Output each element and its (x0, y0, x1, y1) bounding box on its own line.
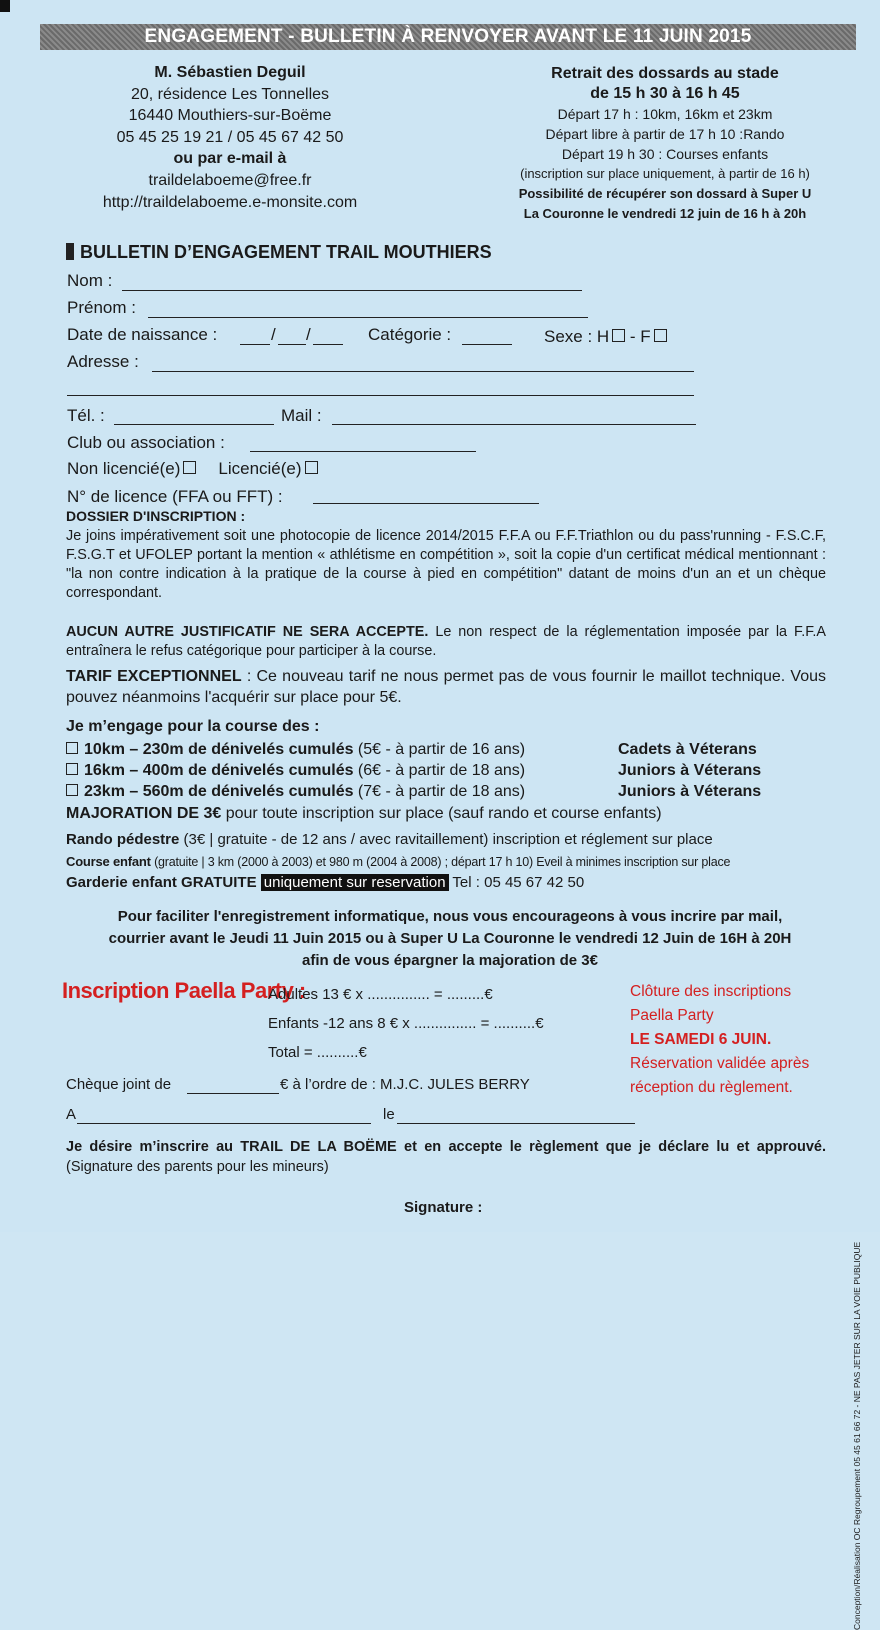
non-licencie-checkbox[interactable] (183, 461, 196, 474)
lieu-label: A (66, 1106, 77, 1123)
course-23km-name: 23km – 560m de dénivelés cumulés (84, 783, 354, 800)
tel-field[interactable] (114, 424, 274, 425)
dob-label: Date de naissance : (67, 325, 218, 344)
cheque-suffix: € à l’ordre de : M.J.C. JULES BERRY (280, 1076, 530, 1093)
dob-sep2: / (306, 325, 311, 344)
course-16km-checkbox[interactable] (66, 763, 78, 775)
dossier-text: Je joins impérativement soit une photocopie de licence 2014/2015 F.F.A ou F.F.Triathlon ou du pass'running - F.S.C.F, F.S.G.T et UFOLEP portant la mention « athlétisme en compétition », soit la copie d'un certificat médical mentionnant : "la non contre indication à la pratique de la course à pied en compétition" datant de moins d'un an et un chèque correspondant. (66, 528, 826, 601)
course-16km-name: 16km – 400m de dénivelés cumulés (84, 762, 354, 779)
retrait-block (470, 64, 860, 224)
tarif-text: : Ce nouveau tarif ne nous permet pas de vous fournir le maillot technique. Vous pouvez néanmoins l'acquérir sur place pour 5€. (66, 668, 827, 706)
contact-address2: 16440 Mouthiers-sur-Boëme (128, 107, 332, 125)
courses-intro: Je m’engage pour la course des : (66, 718, 320, 735)
retrait-line6: La Couronne le vendredi 12 juin de 16 h à 20h (523, 206, 807, 221)
adresse-field-2[interactable] (67, 395, 694, 396)
garderie-line (66, 874, 584, 891)
nom-label: Nom : (67, 271, 113, 290)
header-banner: ENGAGEMENT - BULLETIN À RENVOYER AVANT LE 11 JUIN 2015 (40, 24, 856, 50)
tel-label: Tél. : (67, 406, 105, 425)
cloture-line1: Clôture des inscriptions (630, 983, 792, 1000)
course-option-10km[interactable] (66, 741, 757, 759)
cloture-line4: Réservation validée après (630, 1055, 810, 1072)
contact-phones: 05 45 25 19 21 / 05 45 67 42 50 (116, 128, 344, 146)
course-10km-name: 10km – 230m de dénivelés cumulés (84, 741, 354, 758)
contact-website: http://traildelaboeme.e-monsite.com (102, 193, 358, 211)
cloture-line3: LE SAMEDI 6 JUIN. (630, 1031, 772, 1048)
tarif-paragraph (66, 666, 826, 708)
date-label: le (383, 1106, 395, 1123)
retrait-line5: Possibilité de récupérer son dossard à Super U (518, 186, 812, 201)
garderie-highlight: uniquement sur reservation (261, 874, 449, 891)
licencie-checkbox[interactable] (305, 461, 318, 474)
course-10km-cat: Cadets à Véterans (618, 741, 757, 758)
majoration-bold: MAJORATION DE 3€ (66, 805, 222, 822)
adresse-label: Adresse : (67, 352, 139, 371)
licence-label: N° de licence (FFA ou FFT) : (67, 487, 283, 506)
non-licencie-label: Non licencié(e) (67, 459, 181, 478)
aucun-text: Le non respect de la réglementation imposée par la F.F.A entraînera le refus catégorique pour participer à la course. (66, 624, 826, 659)
course-23km-price: (7€ - à partir de 18 ans) (353, 783, 526, 800)
enfant-line (66, 854, 730, 869)
retrait-line2: Départ libre à partir de 17 h 10 :Rando (545, 126, 785, 142)
contact-or-email: ou par e-mail à (173, 150, 287, 168)
cloture-line5: réception du règlement. (630, 1079, 793, 1096)
closing-text: (Signature des parents pour les mineurs) (66, 1159, 329, 1175)
closing-paragraph (66, 1137, 826, 1177)
licence-status-row (67, 459, 318, 479)
sexe-f-checkbox[interactable] (654, 329, 667, 342)
enfant-text: (gratuite | 3 km (2000 à 2003) et 980 m (2004 à 2008) ; départ 17 h 10) Eveil à minimes inscription sur place (150, 855, 731, 869)
adresse-field-1[interactable] (152, 371, 694, 372)
retrait-line1: Départ 17 h : 10km, 16km et 23km (557, 106, 773, 122)
garderie-tel: Tel : 05 45 67 42 50 (448, 874, 585, 891)
rando-text: (3€ | gratuite - de 12 ans / avec ravitaillement) inscription et réglement sur place (179, 831, 713, 848)
licence-field[interactable] (313, 503, 539, 504)
paella-total[interactable]: Total = ..........€ (268, 1044, 367, 1061)
dob-sep1: / (271, 325, 276, 344)
course-16km-cat: Juniors à Véterans (618, 762, 762, 779)
course-option-23km[interactable] (66, 783, 762, 801)
majoration-text: pour toute inscription sur place (sauf rando et course enfants) (221, 805, 662, 822)
dossier-title: DOSSIER D'INSCRIPTION : (66, 508, 246, 524)
cheque-label: Chèque joint de (66, 1076, 172, 1093)
categorie-field[interactable] (462, 344, 512, 345)
cheque-amount-field[interactable] (187, 1093, 279, 1094)
dob-year-field[interactable] (313, 344, 343, 345)
dob-month-field[interactable] (278, 344, 306, 345)
encourage-line2: courrier avant le Jeudi 11 Juin 2015 ou à Super U La Couronne le vendredi 12 Juin de 16H à 20H (108, 930, 792, 947)
rando-line (66, 831, 713, 848)
sexe-f-label: - F (625, 327, 651, 346)
course-23km-cat: Juniors à Véterans (618, 783, 762, 800)
contact-email: traildelaboeme@free.fr (148, 171, 312, 189)
course-23km-checkbox[interactable] (66, 784, 78, 796)
credit-text: Conception/Réalisation OC Regroupement 05 45 61 66 72 - NE PAS JETER SUR LA VOIE PUBLIQUE (852, 1241, 862, 1630)
course-option-16km[interactable] (66, 762, 762, 780)
contact-address1: 20, résidence Les Tonnelles (130, 85, 330, 103)
retrait-title2: de 15 h 30 à 16 h 45 (590, 85, 740, 102)
credit-vertical (852, 800, 866, 1630)
form-title-text: BULLETIN D’ENGAGEMENT TRAIL MOUTHIERS (80, 242, 492, 262)
course-16km-price: (6€ - à partir de 18 ans) (353, 762, 526, 779)
enfant-bold: Course enfant (66, 854, 151, 869)
square-bullet-icon (66, 243, 74, 260)
signature-label: Signature : (404, 1199, 483, 1216)
paella-enfants[interactable]: Enfants -12 ans 8 € x ............... = ..........€ (268, 1015, 544, 1032)
cloture-block (630, 980, 850, 1100)
retrait-title1: Retrait des dossards au stade (551, 65, 779, 82)
aucun-bold: AUCUN AUTRE JUSTIFICATIF NE SERA ACCEPTE. (66, 624, 429, 640)
closing-bold: Je désire m’inscrire au TRAIL DE LA BOËME et en accepte le règlement que je déclare lu et approuvé. (66, 1139, 826, 1155)
paella-title: Inscription Paella Party : (62, 978, 306, 1003)
tarif-bold: TARIF EXCEPTIONNEL (66, 668, 242, 685)
retrait-line4: (inscription sur place uniquement, à partir de 16 h) (520, 166, 810, 181)
prenom-field[interactable] (148, 317, 588, 318)
majoration-line (66, 805, 662, 823)
paella-adultes[interactable]: Adultes 13 € x ............... = .........€ (268, 986, 493, 1003)
rando-bold: Rando pédestre (66, 831, 180, 848)
form-title (66, 242, 492, 263)
course-10km-price: (5€ - à partir de 16 ans) (353, 741, 526, 758)
contact-block (60, 62, 400, 213)
encourage-line3: afin de vous épargner la majoration de 3€ (302, 952, 598, 969)
club-field[interactable] (250, 451, 476, 452)
scan-edge-mark (0, 0, 10, 12)
dob-day-field[interactable] (240, 344, 270, 345)
mail-field[interactable] (332, 424, 696, 425)
club-label: Club ou association : (67, 433, 225, 452)
mail-label: Mail : (281, 406, 322, 425)
sexe-h-checkbox[interactable] (612, 329, 625, 342)
prenom-label: Prénom : (67, 298, 136, 317)
retrait-line3: Départ 19 h 30 : Courses enfants (561, 146, 769, 162)
sexe-row (544, 327, 667, 347)
aucun-paragraph (66, 623, 826, 661)
encourage-line1: Pour faciliter l'enregistrement informatique, nous vous encourageons à vous incrire par mail, (117, 908, 783, 925)
lieu-field[interactable] (77, 1123, 371, 1124)
sexe-label: Sexe : H (544, 327, 610, 346)
garderie-bold: Garderie enfant GRATUITE (66, 874, 257, 891)
nom-field[interactable] (122, 290, 582, 291)
licencie-label: Licencié(e) (218, 459, 302, 478)
course-10km-checkbox[interactable] (66, 742, 78, 754)
date-field[interactable] (397, 1123, 635, 1124)
contact-name: M. Sébastien Deguil (154, 64, 306, 81)
cloture-line2: Paella Party (630, 1007, 714, 1024)
categorie-label: Catégorie : (368, 325, 452, 344)
